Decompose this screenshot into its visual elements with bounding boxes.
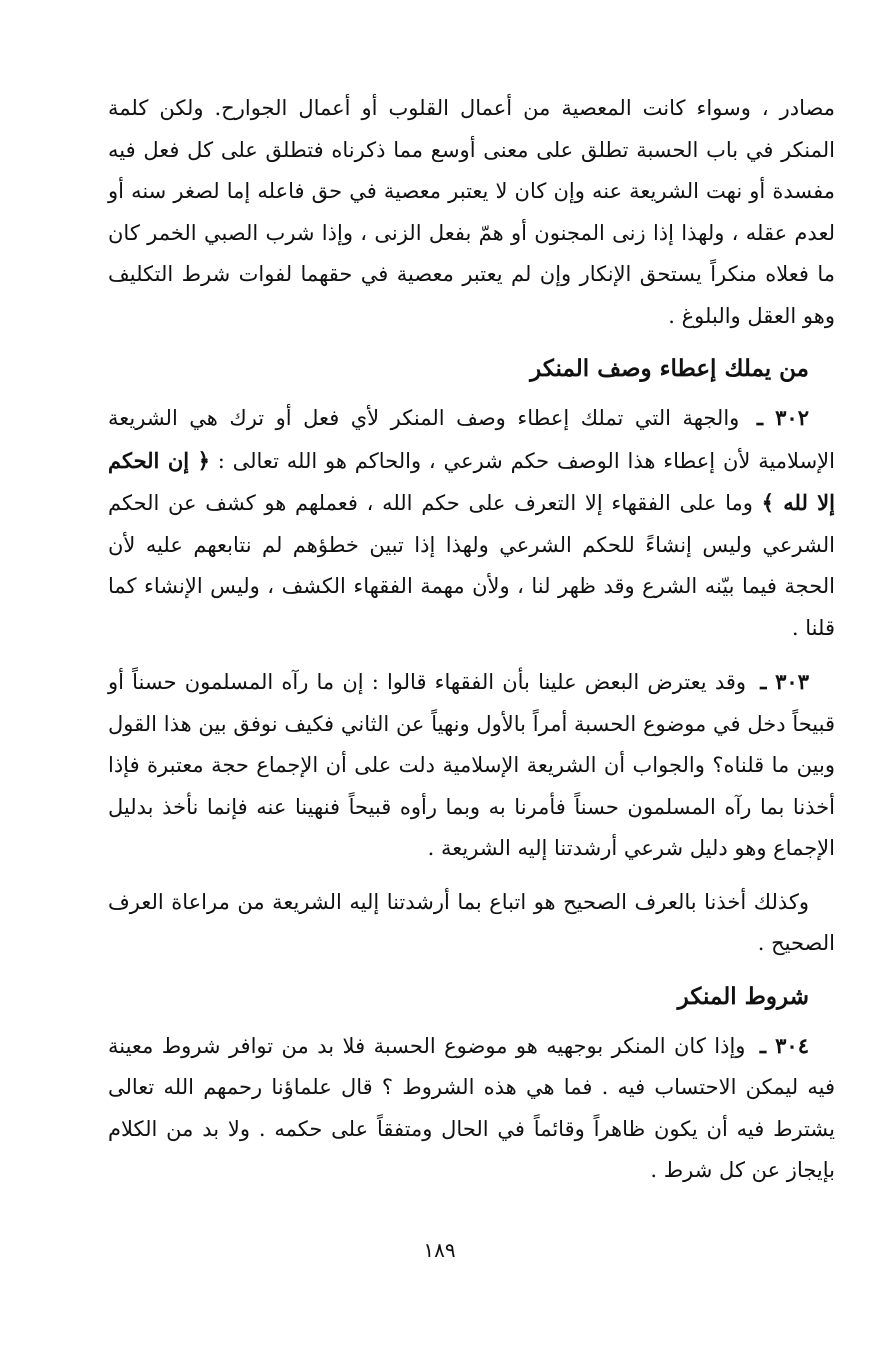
section-heading-conditions: شروط المنكر	[677, 982, 809, 1010]
paragraph-302-text-a: والجهة التي تملك إعطاء وصف المنكر لأي فعل أو ترك هي الشريعة الإسلامية لأن إعطاء هذا الوصف حكم شرعي ، والحاكم هو الله تعالى :	[108, 406, 835, 473]
book-page-body	[108, 88, 835, 1192]
paragraph-302-text-b: وما على الفقهاء إلا التعرف على حكم الله ، فعملهم هو كشف عن الحكم الشرعي وليس إنشاءً للحكم الشرعي ولهذا إذا تبين خطؤهم لم نتابعهم عليه لأن الحجة فيما بيّنه الشرع وقد ظهر لنا ، ولأن مهمة الفقهاء الكشف ، وليس الإنشاء كما قلنا .	[108, 491, 835, 640]
paragraph-304-text: وإذا كان المنكر بوجهيه هو موضوع الحسبة فلا بد من توافر شروط معينة فيه ليمكن الاحتساب فيه . فما هي هذه الشروط ؟ قال علماؤنا رحمهم الله تعالى يشترط فيه أن يكون ظاهراً وقائماً في الحال ومتفقاً على حكمه . ولا بد من الكلام بإيجاز عن كل شرط .	[108, 1033, 835, 1182]
paragraph-number-302: ٣٠٢ ـ	[756, 405, 809, 430]
paragraph-number-304: ٣٠٤ ـ	[759, 1032, 809, 1058]
quran-quote: ﴿ إن الحكم إلا لله ﴾	[108, 447, 835, 515]
paragraph-1: مصادر ، وسواء كانت المعصية من أعمال القلوب أو أعمال الجوارح. ولكن كلمة المنكر في باب الحسبة تطلق على معنى أوسع مما ذكرناه فتطلق على كل فعل فيه مفسدة أو نهت الشريعة عنه وإن كان لا يعتبر معصية في حق فاعله إما لصغر سنه أو لعدم عقله ، ولهذا إذا زنى المجنون أو همّ بفعل الزنى ، وإذا شرب الصبي الخمر كان ما فعلاه منكراً يستحق الإنكار وإن لم يعتبر معصية في حقهما لفوات شرط التكليف وهو العقل والبلوغ .	[108, 96, 835, 328]
paragraph-304	[108, 1025, 835, 1192]
paragraph-303-text: وقد يعترض البعض علينا بأن الفقهاء قالوا : إن ما رآه المسلمون حسناً أو قبيحاً دخل في موضوع الحسبة أمراً بالأول ونهياً عن الثاني فكيف نوفق بين هذا القول وبين ما قلناه؟ والجواب أن الشريعة الإسلامية دلت على أن الإجماع حجة معتبرة فإذا أخذنا بما رآه المسلمون حسناً فأمرنا به وبما رأوه قبيحاً فنهينا عنه فإنما نأخذ بدليل الإجماع وهو دليل شرعي أرشدتنا إليه الشريعة .	[108, 670, 835, 860]
paragraph-303	[108, 661, 835, 870]
paragraph-302	[108, 397, 835, 649]
paragraph-number-303: ٣٠٣ ـ	[760, 669, 809, 694]
page-number: ١٨٩	[423, 1238, 456, 1262]
section-heading-who-decides: من يملك إعطاء وصف المنكر	[530, 355, 809, 382]
paragraph-custom: وكذلك أخذنا بالعرف الصحيح هو اتباع بما أرشدتنا إليه الشريعة من مراعاة العرف الصحيح .	[108, 889, 835, 955]
